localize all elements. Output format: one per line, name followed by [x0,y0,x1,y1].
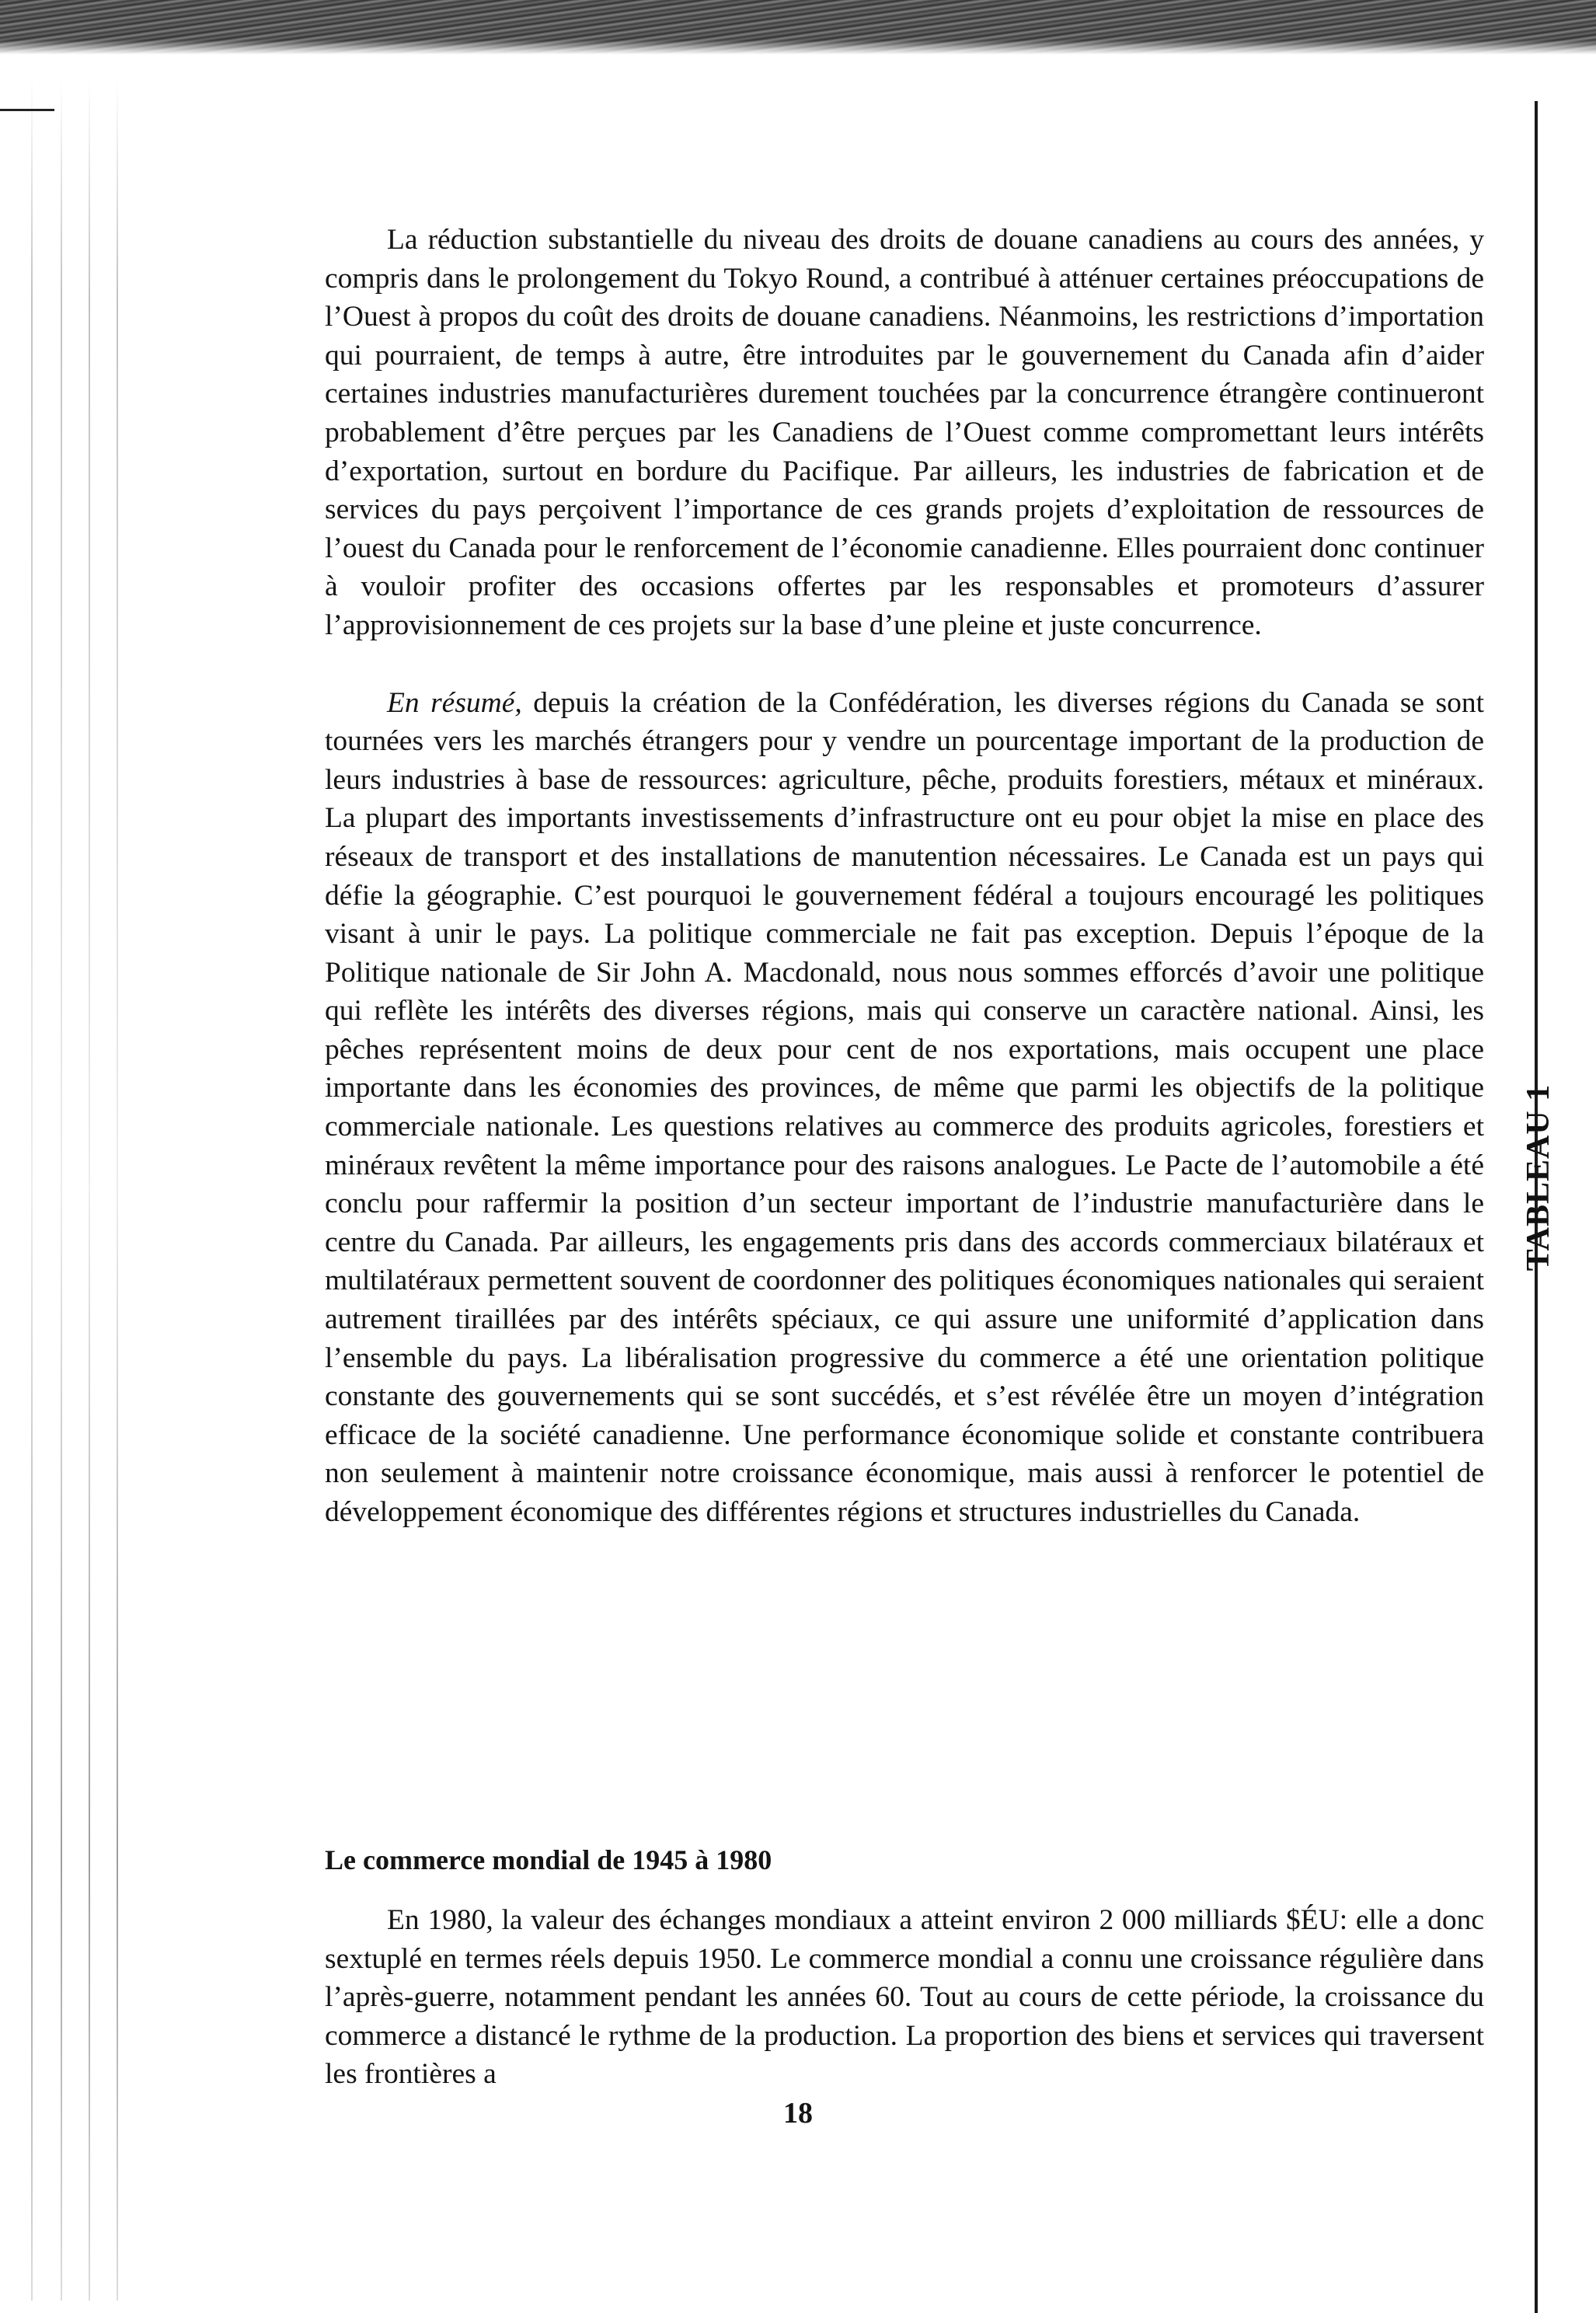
paragraph-lead: En résumé, [387,686,522,719]
binding-shadow [31,78,124,2301]
paragraph-text: depuis la création de la Confédération, les diverses régions du Canada se sont tournées vers les marchés étrangers pour y vendre un pourcentage important de la production de leurs industries à base de ressources: agriculture, pêche, produits forestiers, métaux et minéraux. La plupart des importants investissements d’infrastructure ont eu pour objet la mise en place des réseaux de transport et des installations de manutention nécessaires. Le Canada est un pays qui défie la géographie. C’est pourquoi le gouvernement fédéral a toujours encouragé les politiques visant à unir le pays. La politique commerciale ne fait pas exception. Depuis l’époque de la Politique nationale de Sir John A. Macdonald, nous nous sommes efforcés d’avoir une politique qui reflète les intérêts des diverses régions, mais qui conserve un caractère national. Ainsi, les pêches représentent moins de deux pour cent de nos exportations, mais occupent une place importante dans les économies des provinces, de même que parmi les objectifs de la politique commerciale nationale. Les questions relatives au commerce des produits agricoles, forestiers et minéraux revêtent la même importance pour des raisons analogues. Le Pacte de l’automobile a été conclu pour raffermir la position d’un secteur important de l’industrie manufacturière dans le centre du Canada. Par ailleurs, les engagements pris dans des accords commerciaux bilatéraux et multilatéraux permettent souvent de coordonner des politiques économiques nationales qui seraient autrement tiraillées par des intérêts spéciaux, ce qui assure une uniformité d’application dans l’ensemble du pays. La libéralisation progressive du commerce a été une orientation politique constante des gouvernements qui se sont succédés, et s’est révélée être un moyen d’intégration efficace de la société canadienne. Une performance économique solide et constante contribuera non seulement à maintenir notre croissance économique, mais aussi à renforcer le potentiel de développement économique des différentes régions et structures industrielles du Canada. [325,686,1484,1528]
paragraph-tariffs [325,221,1484,645]
paragraph-text: La réduction substantielle du niveau des droits de douane canadiens au cours des années, y compris dans le prolongement du Tokyo Round, a contribué à atténuer certaines préoccupations de l’Ouest à propos du coût des droits de douane canadiens. Néanmoins, les restrictions d’importation qui pourraient, de temps à autre, être introduites par le gouvernement du Canada afin d’aider certaines industries manufacturières durement touchées par la concurrence étrangère continueront probablement d’être perçues par les Canadiens de l’Ouest comme compromettant leurs intérêts d’exportation, surtout en bordure du Pacifique. Par ailleurs, les industries de fabrication et de services du pays perçoivent l’importance de ces grands projets d’exploitation de ressources de l’ouest du Canada pour le renforcement de l’économie canadienne. Elles pourraient donc continuer à vouloir profiter des occasions offertes par les responsables et promoteurs d’assurer l’approvisionnement de ces projets sur la base d’une pleine et juste concurrence. [325,224,1484,641]
body-text-bottom [325,1901,1484,2094]
paragraph-summary [325,684,1484,1532]
page-number: 18 [783,2097,813,2130]
section-heading: Le commerce mondial de 1945 à 1980 [325,1844,772,1875]
scan-edge-shadow [0,0,1596,54]
body-text-top [325,221,1484,1532]
side-tab [1511,1080,1566,1275]
paragraph-world-trade: En 1980, la valeur des échanges mondiaux a atteint environ 2 000 milliards $ÉU: elle a donc sextuplé en termes réels depuis 1950. Le commerce mondial a connu une croissance régulière dans l’après-guerre, notamment pendant les années 60. Tout au cours de cette période, la croissance du commerce a distancé le rythme de la production. La proportion des biens et services qui traversent les frontières a [325,1904,1484,2091]
side-tab-label: TABLEAU 1 [1521,1083,1556,1272]
